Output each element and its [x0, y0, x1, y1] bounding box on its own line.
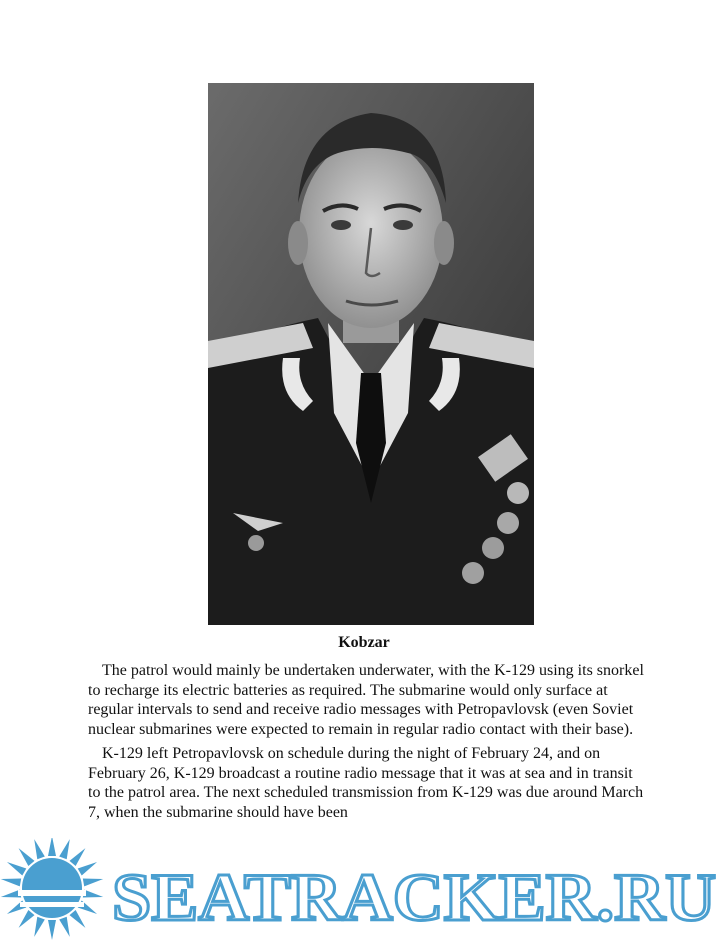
seatracker-watermark: [0, 838, 728, 943]
figure-caption: Kobzar: [338, 634, 390, 651]
portrait-photo: [208, 83, 534, 625]
sunburst-logo-icon: [0, 838, 728, 943]
body-text: [88, 661, 644, 827]
paragraph: The patrol would mainly be undertaken underwater, with the K-129 using its snorkel to recharge its electric batteries as required. The submarine would only surface at regular intervals to send and receive radio messages with Petropavlovsk (even Soviet nuclear submarines were expected to remain in regular radio contact with their base).: [88, 662, 644, 738]
officer-portrait-illustration: [208, 83, 534, 625]
watermark-text: SEATRACKER.RU: [112, 859, 716, 935]
paragraph: K-129 left Petropavlovsk on schedule during the night of February 24, and on February 26, K-129 broadcast a routine radio message that it was at sea and in transit to the patrol area. The next scheduled transmission from K-129 was due around March 7, when the submarine should have been: [88, 745, 644, 821]
